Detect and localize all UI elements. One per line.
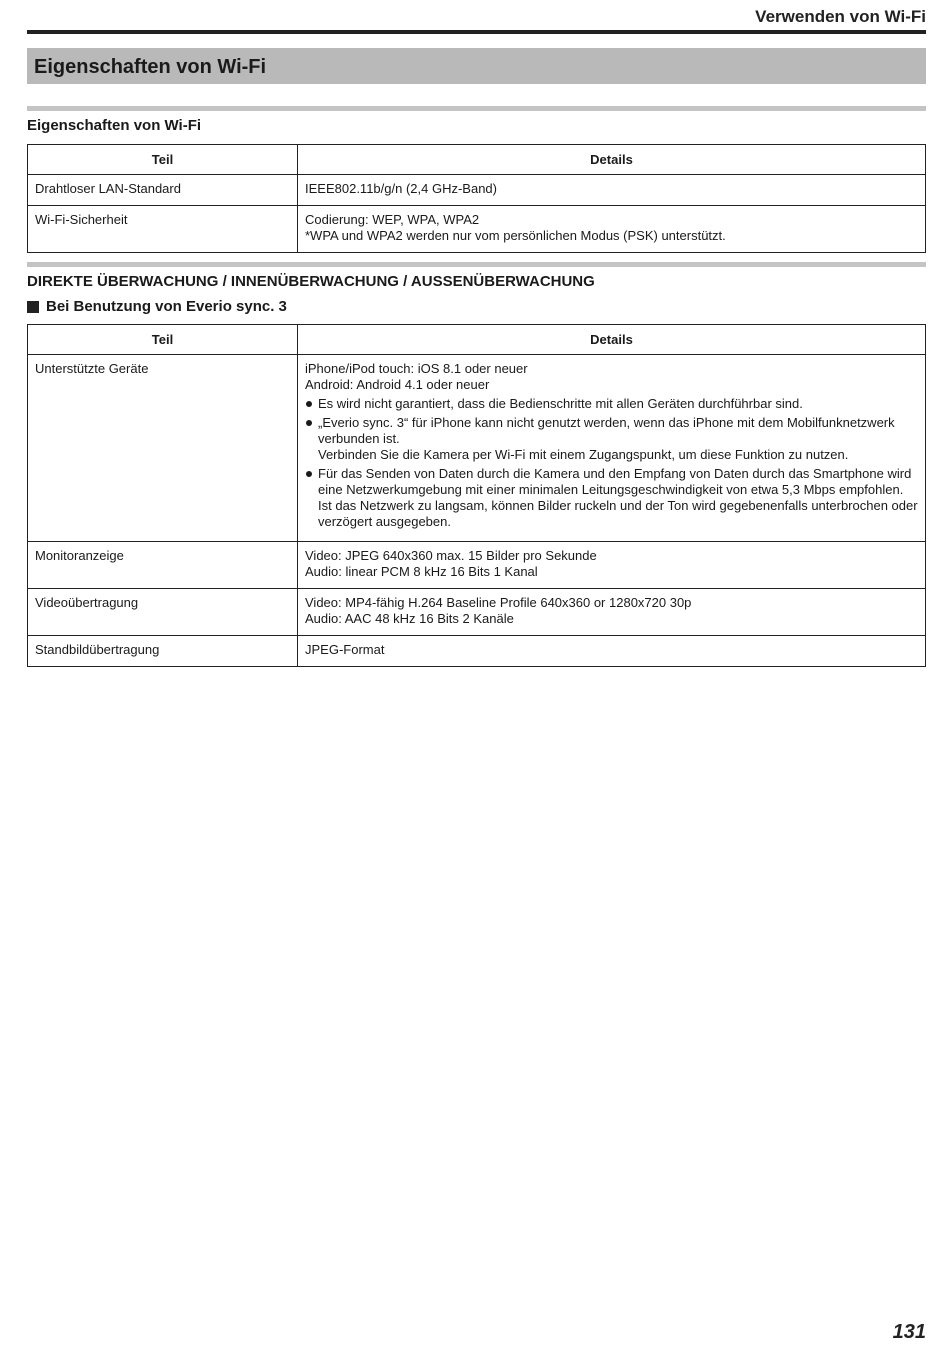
section-title: DIREKTE ÜBERWACHUNG / INNENÜBERWACHUNG / AUSSENÜBERWACHUNG — [27, 273, 595, 290]
cell-details — [298, 542, 926, 589]
table-header-row — [28, 325, 926, 355]
section-rule — [27, 262, 926, 267]
section-rule — [27, 106, 926, 111]
column-header-part: Teil — [28, 145, 298, 175]
table-row — [28, 589, 926, 636]
everio-sync-table — [27, 324, 926, 667]
list-item — [305, 396, 918, 412]
note-text: „Everio sync. 3“ für iPhone kann nicht genutzt werden, wenn das iPhone mit dem Mobilfunknetzwerk verbunden ist. — [318, 415, 895, 446]
cell-details — [298, 636, 926, 667]
column-header-details: Details — [298, 325, 926, 355]
subsection-title — [27, 298, 926, 316]
section-wifi-properties — [27, 106, 926, 253]
column-header-part: Teil — [28, 325, 298, 355]
detail-line: JPEG-Format — [305, 642, 385, 657]
note-text: Verbinden Sie die Kamera per Wi-Fi mit einem Zugangspunkt, um diese Funktion zu nutzen. — [318, 447, 849, 462]
detail-line: *WPA und WPA2 werden nur vom persönlichen Modus (PSK) unterstützt. — [305, 228, 726, 243]
page-number: 131 — [892, 1321, 926, 1343]
list-item — [305, 466, 918, 530]
section-monitoring — [27, 262, 926, 667]
table-row — [28, 636, 926, 667]
detail-line: Video: JPEG 640x360 max. 15 Bilder pro Sekunde — [305, 548, 597, 563]
cell-details — [298, 206, 926, 253]
chapter-title: Eigenschaften von Wi-Fi — [27, 48, 926, 84]
cell-part: Videoübertragung — [28, 589, 298, 636]
square-bullet-icon — [27, 301, 39, 313]
cell-details — [298, 175, 926, 206]
section-title: Eigenschaften von Wi-Fi — [27, 117, 202, 134]
detail-line: iPhone/iPod touch: iOS 8.1 oder neuer — [305, 361, 528, 376]
cell-details — [298, 589, 926, 636]
table-header-row — [28, 145, 926, 175]
table-row — [28, 542, 926, 589]
list-item — [305, 415, 918, 463]
cell-part: Unterstützte Geräte — [28, 355, 298, 542]
table-row — [28, 206, 926, 253]
running-header: Verwenden von Wi-Fi — [755, 7, 926, 26]
detail-line: Audio: linear PCM 8 kHz 16 Bits 1 Kanal — [305, 564, 538, 579]
table-row — [28, 175, 926, 206]
detail-line: IEEE802.11b/g/n (2,4 GHz-Band) — [305, 181, 497, 196]
cell-part: Wi-Fi-Sicherheit — [28, 206, 298, 253]
detail-line: Video: MP4-fähig H.264 Baseline Profile 640x360 or 1280x720 30p — [305, 595, 692, 610]
notes-list — [305, 396, 918, 530]
detail-line: Audio: AAC 48 kHz 16 Bits 2 Kanäle — [305, 611, 514, 626]
cell-part: Drahtloser LAN-Standard — [28, 175, 298, 206]
cell-part: Monitoranzeige — [28, 542, 298, 589]
wifi-properties-table — [27, 144, 926, 253]
detail-line: Codierung: WEP, WPA, WPA2 — [305, 212, 480, 227]
note-text: Für das Senden von Daten durch die Kamera und den Empfang von Daten durch das Smartphone wird eine Netzwerkumgebung mit einer minimalen Leitungsgeschwindigkeit von etwa 5,3 Mbps empfohlen. Ist das Netzwerk zu langsam, können Bilder ruckeln und der Ton wird gegebenenfalls unterbrochen oder verzögert ausgegeben. — [318, 466, 918, 529]
table-row — [28, 355, 926, 542]
header-rule — [27, 30, 926, 34]
cell-details — [298, 355, 926, 542]
subsection-title-text: Bei Benutzung von Everio sync. 3 — [46, 298, 287, 315]
column-header-details: Details — [298, 145, 926, 175]
note-text: Es wird nicht garantiert, dass die Bedienschritte mit allen Geräten durchführbar sind. — [318, 396, 803, 411]
detail-line: Android: Android 4.1 oder neuer — [305, 377, 490, 392]
cell-part: Standbildübertragung — [28, 636, 298, 667]
